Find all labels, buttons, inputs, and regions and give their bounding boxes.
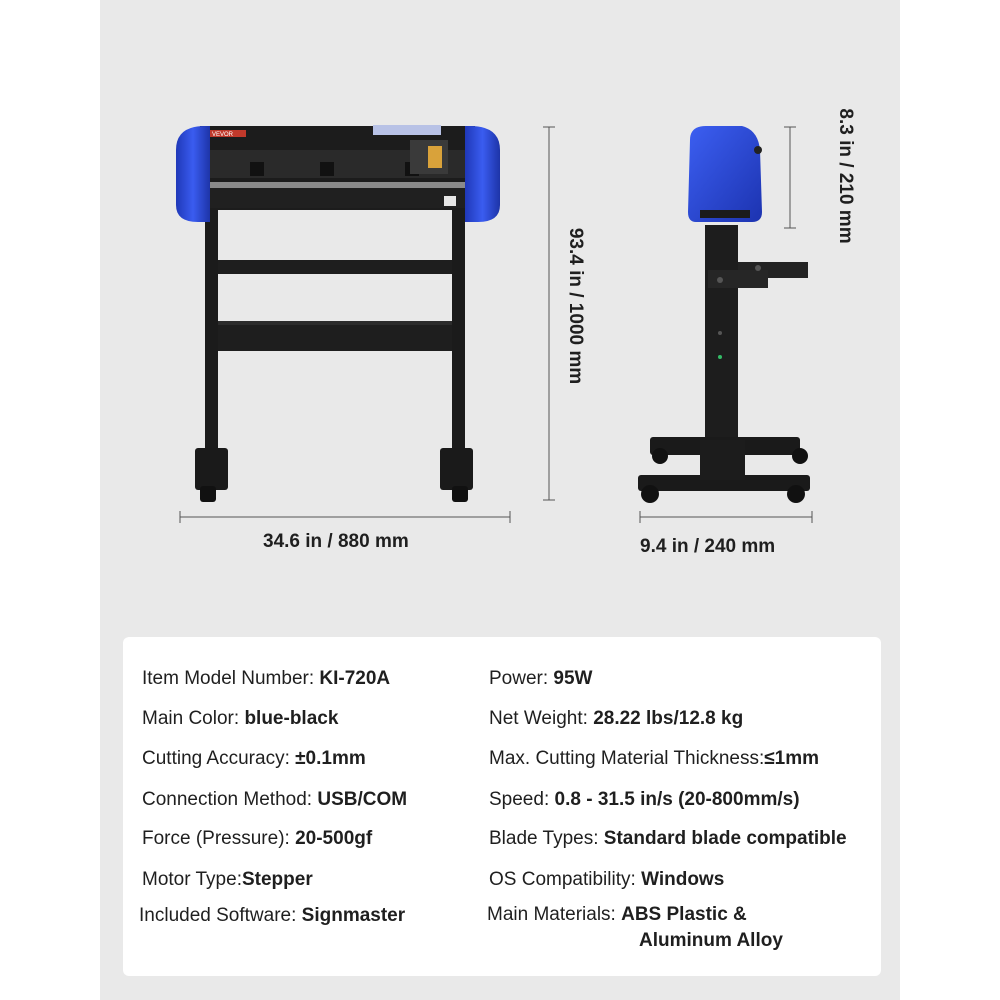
spec-blade-types: Blade Types: Standard blade compatible — [489, 828, 847, 849]
spec-net-weight: Net Weight: 28.22 lbs/12.8 kg — [489, 708, 744, 729]
brand-logo-label: VEVOR — [212, 132, 234, 138]
front-width-label: 34.6 in / 880 mm — [263, 531, 409, 552]
spec-cutting-accuracy: Cutting Accuracy: ±0.1mm — [142, 748, 366, 769]
spec-speed: Speed: 0.8 - 31.5 in/s (20-800mm/s) — [489, 789, 800, 810]
side-view-cutter — [638, 126, 810, 503]
spec-os-compatibility: OS Compatibility: Windows — [489, 869, 725, 890]
spec-connection-method: Connection Method: USB/COM — [142, 789, 408, 810]
front-view-cutter — [176, 125, 500, 502]
spec-included-software: Included Software: Signmaster — [139, 905, 406, 926]
side-width-label: 9.4 in / 240 mm — [640, 536, 776, 557]
spec-motor-type: Motor Type:Stepper — [142, 869, 313, 890]
spec-item-model-number: Item Model Number: KI-720A — [142, 668, 391, 689]
spec-main-color: Main Color: blue-black — [142, 708, 339, 729]
spec-force-pressure: Force (Pressure): 20-500gf — [142, 828, 373, 849]
spec-main-materials-line2: Aluminum Alloy — [639, 930, 783, 951]
spec-main-materials: Main Materials: ABS Plastic & — [487, 904, 747, 925]
front-height-label: 93.4 in / 1000 mm — [565, 227, 586, 385]
spec-power: Power: 95W — [489, 668, 593, 689]
side-head-height-label: 8.3 in / 210 mm — [835, 108, 856, 244]
spec-max-thickness: Max. Cutting Material Thickness:≤1mm — [489, 748, 820, 769]
